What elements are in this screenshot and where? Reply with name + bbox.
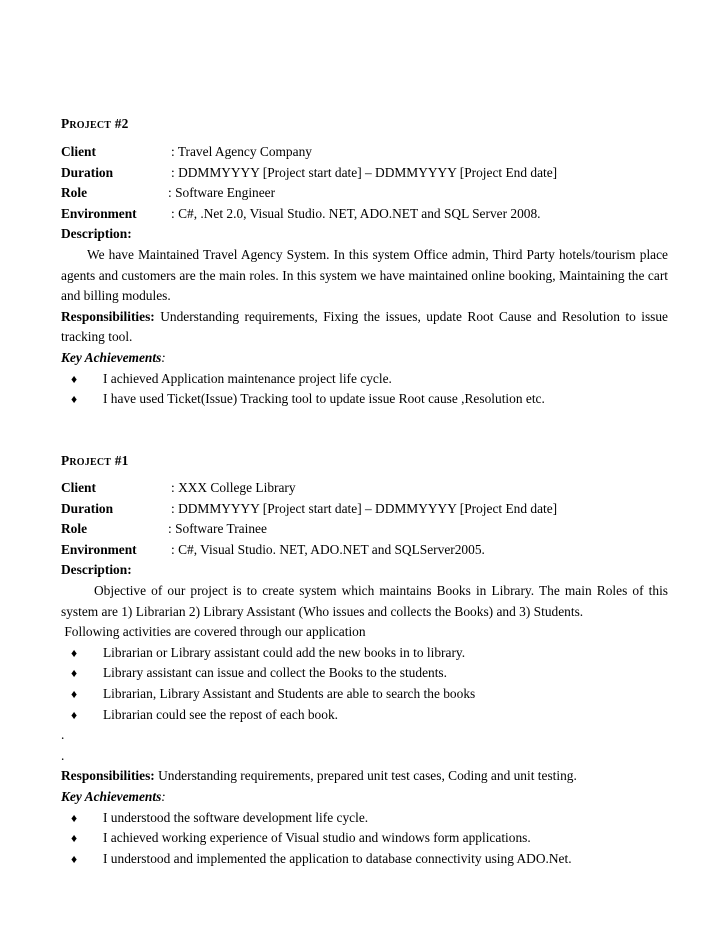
list-item bbox=[61, 643, 668, 664]
responsibilities bbox=[61, 307, 668, 348]
field-value: : Travel Agency Company bbox=[171, 144, 312, 159]
achievements-heading bbox=[61, 348, 668, 369]
title-rest: ROJECT bbox=[69, 457, 112, 468]
field-key: Role bbox=[61, 521, 88, 537]
list-item bbox=[61, 663, 668, 684]
list-item bbox=[61, 705, 668, 726]
diamond-bullet-icon: ♦ bbox=[71, 645, 78, 660]
activities-list bbox=[61, 643, 668, 725]
description-label: Description: bbox=[61, 226, 132, 242]
field-key: Role bbox=[61, 185, 88, 201]
list-item bbox=[61, 808, 668, 829]
field-key: Duration bbox=[61, 164, 114, 180]
field-key: Environment bbox=[61, 205, 137, 221]
list-item bbox=[61, 389, 668, 410]
project-2-details bbox=[61, 142, 668, 410]
list-item-text: I understood the software development life cycle. bbox=[103, 809, 369, 825]
responsibilities-text: Understanding requirements, prepared unit test cases, Coding and unit testing. bbox=[158, 768, 577, 784]
list-item-text: I achieved working experience of Visual studio and windows form applications. bbox=[103, 830, 531, 846]
dot-line: . bbox=[61, 747, 65, 763]
field-value: : DDMMYYYY [Project start date] – DDMMYYYY [Project End date] bbox=[171, 164, 558, 180]
field-value: : DDMMYYYY [Project start date] – DDMMYYYY [Project End date] bbox=[171, 500, 558, 516]
project-1-title bbox=[61, 451, 129, 474]
list-item bbox=[61, 828, 668, 849]
title-number: #1 bbox=[114, 453, 129, 468]
dot-line: . bbox=[61, 727, 65, 743]
title-number: #2 bbox=[114, 116, 129, 131]
field-key: Client bbox=[61, 144, 96, 159]
field-role bbox=[61, 183, 668, 204]
field-duration bbox=[61, 499, 668, 520]
field-key: Client bbox=[61, 480, 96, 495]
field-client bbox=[61, 142, 668, 163]
achievements-colon: : bbox=[161, 349, 166, 365]
achievements-label: Key Achievements bbox=[61, 788, 162, 804]
diamond-bullet-icon: ♦ bbox=[71, 831, 78, 846]
field-role bbox=[61, 519, 668, 540]
list-item-text: Library assistant can issue and collect the Books to the students. bbox=[103, 665, 447, 681]
responsibilities-label: Responsibilities: bbox=[61, 308, 155, 324]
list-item-text: Librarian could see the repost of each book. bbox=[103, 706, 338, 722]
field-duration bbox=[61, 163, 668, 184]
responsibilities-text: Understanding requirements, Fixing the issues, update Root Cause and Resolution to issue tracking tool. bbox=[61, 308, 668, 345]
field-value: : XXX College Library bbox=[171, 480, 296, 495]
list-item-text: I understood and implemented the application to database connectivity using ADO.Net. bbox=[103, 850, 572, 866]
achievements-heading bbox=[61, 787, 668, 808]
diamond-bullet-icon: ♦ bbox=[71, 851, 78, 866]
list-item-text: Librarian or Library assistant could add the new books in to library. bbox=[103, 644, 466, 660]
list-item-text: I have used Ticket(Issue) Tracking tool to update issue Root cause ,Resolution etc. bbox=[103, 391, 545, 407]
achievements-colon: : bbox=[161, 788, 166, 804]
achievements-list bbox=[61, 808, 668, 870]
list-item bbox=[61, 684, 668, 705]
achievements-label: Key Achievements bbox=[61, 349, 162, 365]
field-key: Environment bbox=[61, 541, 137, 557]
field-value: : C#, .Net 2.0, Visual Studio. NET, ADO.NET and SQL Server 2008. bbox=[171, 205, 541, 221]
description-text: We have Maintained Travel Agency System. In this system Office admin, Third Party hotels/tourism place agents and customers are the main roles. In this system we have maintained online booking, Maintaining the cart and billing modules. bbox=[61, 246, 668, 304]
description-label: Description: bbox=[61, 562, 132, 578]
list-item-text: I achieved Application maintenance project life cycle. bbox=[103, 370, 392, 386]
responsibilities-label: Responsibilities: bbox=[61, 768, 155, 784]
achievements-list bbox=[61, 369, 668, 410]
field-client bbox=[61, 478, 668, 499]
responsibilities bbox=[61, 766, 668, 787]
title-prefix: P bbox=[61, 453, 70, 468]
activities-intro: Following activities are covered through our application bbox=[61, 624, 366, 640]
field-value: : Software Engineer bbox=[168, 185, 276, 201]
field-environment bbox=[61, 204, 668, 225]
project-1-details bbox=[61, 478, 668, 869]
field-key: Duration bbox=[61, 500, 114, 516]
field-environment bbox=[61, 540, 668, 561]
diamond-bullet-icon: ♦ bbox=[71, 371, 78, 386]
list-item bbox=[61, 849, 668, 870]
title-rest: ROJECT bbox=[69, 120, 112, 131]
project-2-title bbox=[61, 114, 129, 137]
description-text: Objective of our project is to create system which maintains Books in Library. The main Roles of this system are 1) Librarian 2) Library Assistant (Who issues and collects the Books) and 3) Students. bbox=[61, 582, 668, 619]
list-item-text: Librarian, Library Assistant and Students are able to search the books bbox=[103, 685, 476, 701]
diamond-bullet-icon: ♦ bbox=[71, 392, 78, 407]
title-prefix: P bbox=[61, 116, 70, 131]
field-value: : C#, Visual Studio. NET, ADO.NET and SQLServer2005. bbox=[171, 541, 485, 557]
field-value: : Software Trainee bbox=[168, 521, 267, 537]
diamond-bullet-icon: ♦ bbox=[71, 810, 78, 825]
diamond-bullet-icon: ♦ bbox=[71, 666, 78, 681]
list-item bbox=[61, 369, 668, 390]
diamond-bullet-icon: ♦ bbox=[71, 686, 78, 701]
diamond-bullet-icon: ♦ bbox=[71, 707, 78, 722]
